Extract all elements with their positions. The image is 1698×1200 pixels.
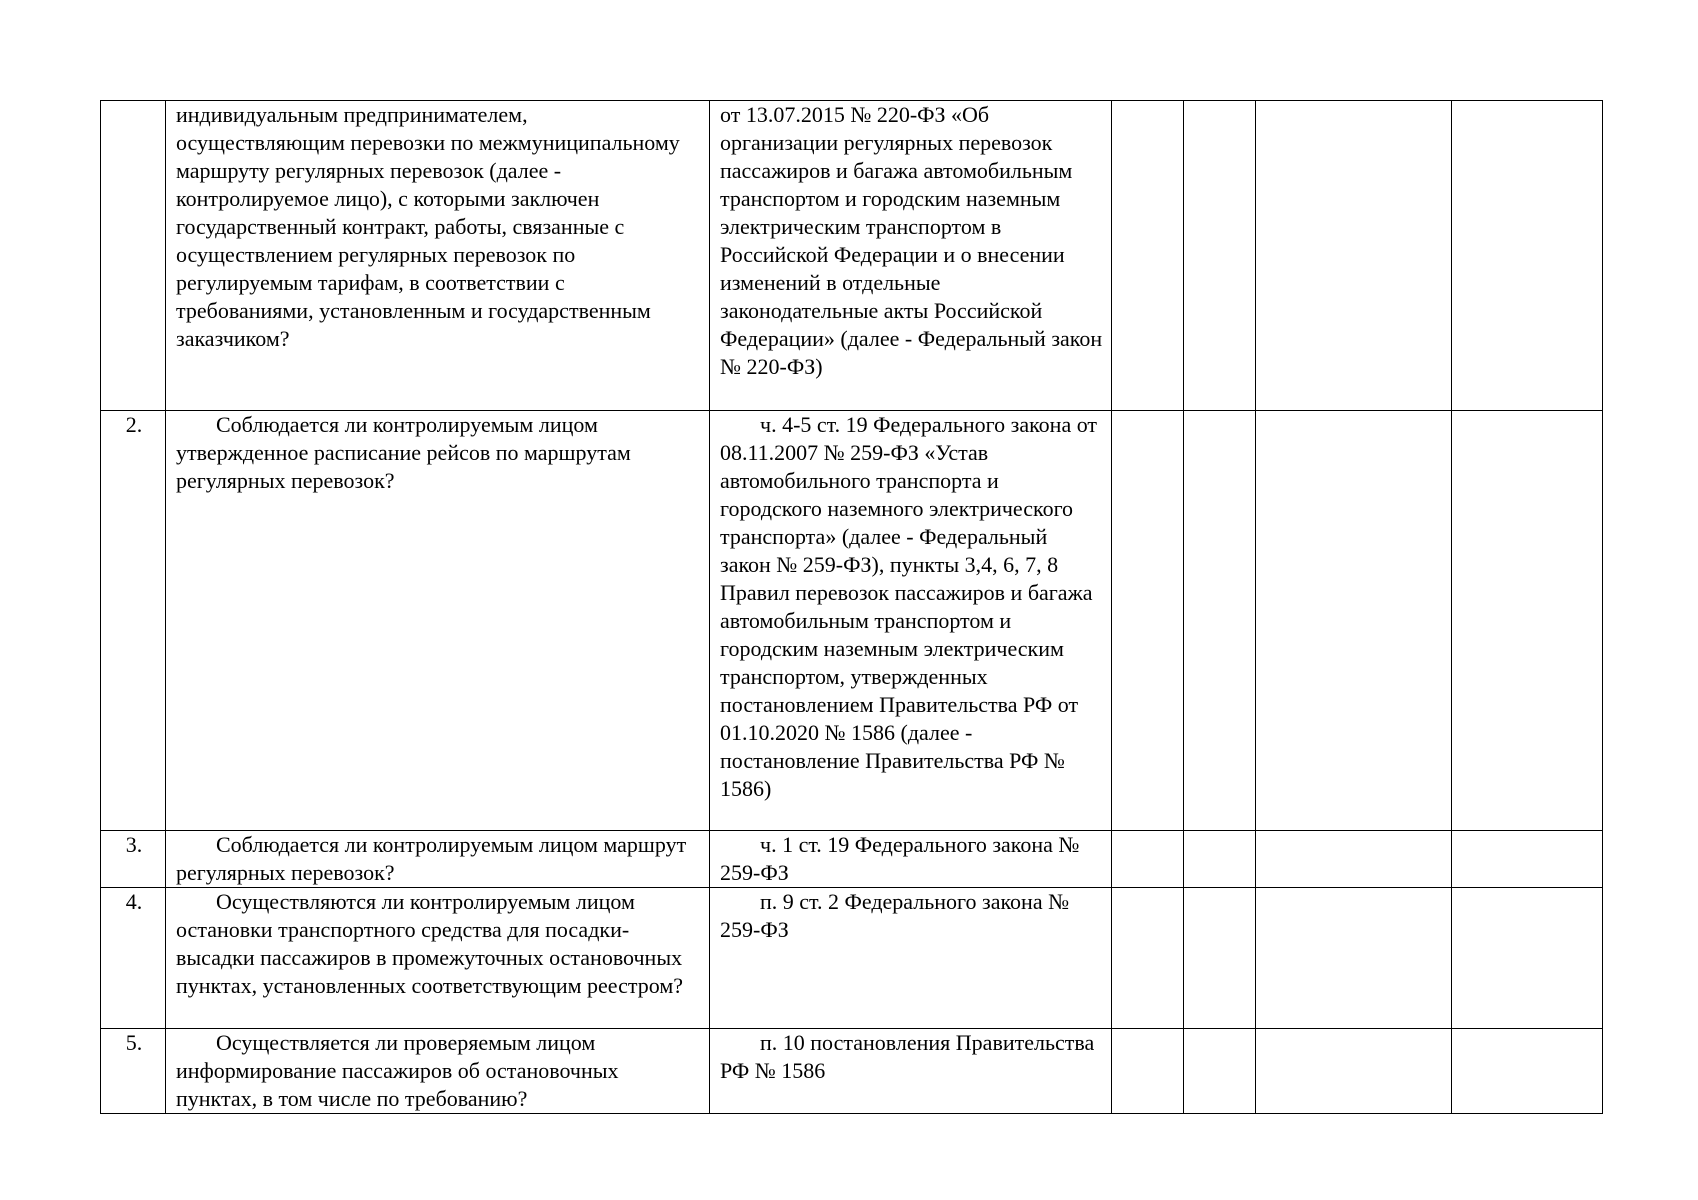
question-cell	[166, 101, 710, 411]
table-row	[101, 1029, 1603, 1114]
not-applicable-cell	[1256, 101, 1452, 411]
question-cell	[166, 1029, 710, 1114]
table-row	[101, 411, 1603, 831]
legal-basis-text: ч. 1 ст. 19 Федерального закона № 259-ФЗ	[720, 832, 1080, 885]
note-cell	[1452, 831, 1603, 888]
legal-basis-text: от 13.07.2015 № 220-ФЗ «Об организации регулярных перевозок пассажиров и багажа автомобильным транспортом и городским наземным электрическим транспортом в Российской Федерации и о внесении изменений в отдельные законодательные акты Российской Федерации» (далее - Федеральный закон № 220-ФЗ)	[720, 102, 1103, 379]
not-applicable-cell	[1256, 888, 1452, 1029]
row-number	[101, 101, 166, 411]
legal-basis-cell	[710, 411, 1112, 831]
legal-basis-cell	[710, 831, 1112, 888]
table-row	[101, 831, 1603, 888]
note-cell	[1452, 888, 1603, 1029]
row-number: 4.	[101, 888, 166, 1029]
answer-no-cell	[1184, 411, 1256, 831]
answer-no-cell	[1184, 101, 1256, 411]
note-cell	[1452, 411, 1603, 831]
answer-no-cell	[1184, 1029, 1256, 1114]
legal-basis-cell	[710, 888, 1112, 1029]
legal-basis-text: п. 10 постановления Правительства РФ № 1586	[720, 1030, 1095, 1083]
answer-yes-cell	[1112, 411, 1184, 831]
question-text: индивидуальным предпринимателем, осуществляющим перевозки по межмуниципальному маршруту регулярных перевозок (далее - контролируемое лицо), с которыми заключен государственный контракт, работы, связанные с осуществлением регулярных перевозок по регулируемым тарифам, в соответствии с требованиями, установленным и государственным заказчиком?	[176, 102, 680, 351]
not-applicable-cell	[1256, 411, 1452, 831]
not-applicable-cell	[1256, 1029, 1452, 1114]
legal-basis-text: п. 9 ст. 2 Федерального закона № 259-ФЗ	[720, 889, 1070, 942]
answer-yes-cell	[1112, 101, 1184, 411]
question-text: Осуществляются ли контролируемым лицом остановки транспортного средства для посадки-высадки пассажиров в промежуточных остановочных пунктах, установленных соответствующим реестром?	[176, 889, 684, 998]
row-number: 5.	[101, 1029, 166, 1114]
question-cell	[166, 831, 710, 888]
not-applicable-cell	[1256, 831, 1452, 888]
row-number: 2.	[101, 411, 166, 831]
legal-basis-text: ч. 4-5 ст. 19 Федерального закона от 08.11.2007 № 259-ФЗ «Устав автомобильного транспорта и городского наземного электрического транспорта» (далее - Федеральный закон № 259-ФЗ), пункты 3,4, 6, 7, 8 Правил перевозок пассажиров и багажа автомобильным транспортом и городским наземным электрическим транспортом, утвержденных постановлением Правительства РФ от 01.10.2020 № 1586 (далее - постановление Правительства РФ № 1586)	[720, 412, 1098, 801]
legal-basis-cell	[710, 1029, 1112, 1114]
legal-basis-cell	[710, 101, 1112, 411]
question-cell	[166, 888, 710, 1029]
table-row	[101, 101, 1603, 411]
answer-yes-cell	[1112, 888, 1184, 1029]
answer-no-cell	[1184, 888, 1256, 1029]
checklist-table	[100, 100, 1603, 1114]
question-text: Осуществляется ли проверяемым лицом информирование пассажиров об остановочных пунктах, в том числе по требованию?	[176, 1030, 619, 1111]
note-cell	[1452, 101, 1603, 411]
question-cell	[166, 411, 710, 831]
question-text: Соблюдается ли контролируемым лицом утвержденное расписание рейсов по маршрутам регулярных перевозок?	[176, 412, 631, 493]
answer-yes-cell	[1112, 1029, 1184, 1114]
question-text: Соблюдается ли контролируемым лицом маршрут регулярных перевозок?	[176, 832, 687, 885]
answer-yes-cell	[1112, 831, 1184, 888]
answer-no-cell	[1184, 831, 1256, 888]
row-number: 3.	[101, 831, 166, 888]
note-cell	[1452, 1029, 1603, 1114]
table-row	[101, 888, 1603, 1029]
